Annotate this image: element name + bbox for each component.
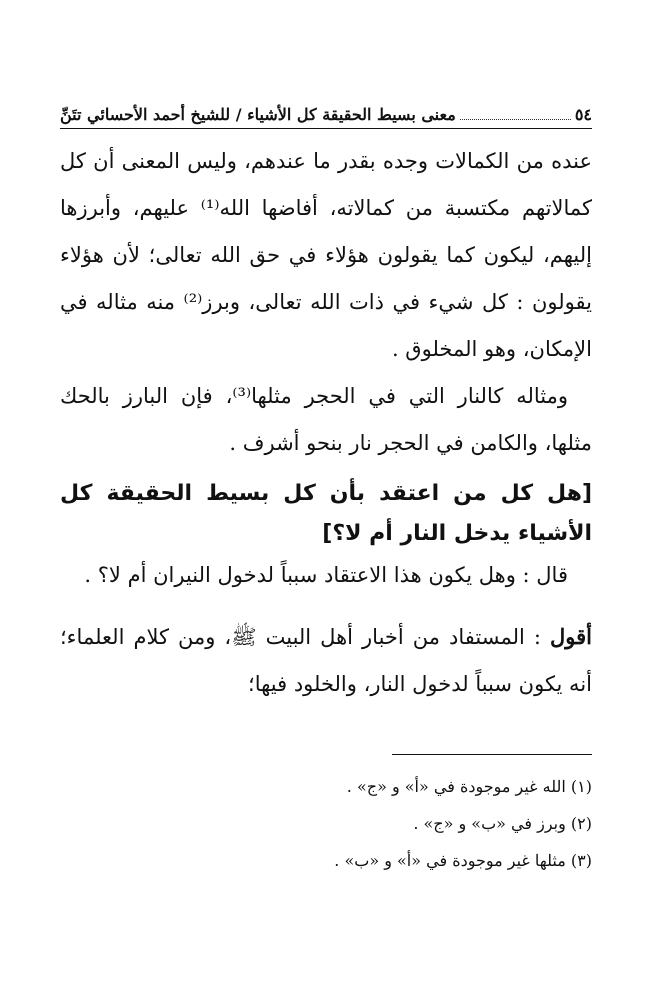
header-leader-dots	[460, 118, 571, 120]
section-heading: [هل كل من اعتقد بأن كل بسيط الحقيقة كل الأشياء يدخل النار أم لا؟]	[60, 481, 592, 546]
running-title: معنى بسيط الحقيقة كل الأشياء / للشيخ أحمد الأحسائي تتَنِّ	[60, 105, 456, 124]
answer-lead: أقول	[550, 624, 592, 649]
footnote: (٢) وبرز في «ب» و «ج» .	[413, 814, 592, 833]
footnote-separator	[392, 754, 592, 755]
footnote: (١) الله غير موجودة في «أ» و «ج» .	[346, 777, 592, 796]
running-header	[60, 100, 592, 129]
question-paragraph: قال : وهل يكون هذا الاعتقاد سبباً لدخول النيران أم لا؟ .	[84, 563, 568, 587]
paragraph: عنده من الكمالات وجده بقدر ما عندهم، وليس المعنى أن كل كمالاتهم مكتسبة من كمالاته، أفاضها الله⁽¹⁾ عليهم، وأبرزها إليهم، ليكون كما يقولون هؤلاء في حق الله تعالى؛ لأن هؤلاء يقولون : كل شيء في ذات الله تعالى، وبرز⁽²⁾ منه مثاله في الإمكان، وهو المخلوق .	[60, 149, 592, 361]
answer-text: : المستفاد من أخبار أهل البيت ﷺ، ومن كلام العلماء؛ أنه يكون سبباً لدخول النار، والخلود فيها؛	[60, 625, 592, 696]
footnotes	[60, 768, 592, 879]
paragraph: ومثاله كالنار التي في الحجر مثلها⁽³⁾، فإن البارز بالحك مثلها، والكامن في الحجر نار بنحو أشرف .	[60, 384, 592, 455]
main-text	[60, 138, 592, 467]
footnote: (٣) مثلها غير موجودة في «أ» و «ب» .	[334, 851, 592, 870]
question-answer	[60, 552, 592, 708]
page-number: ٥٤	[574, 105, 592, 124]
answer-paragraph	[60, 613, 592, 708]
